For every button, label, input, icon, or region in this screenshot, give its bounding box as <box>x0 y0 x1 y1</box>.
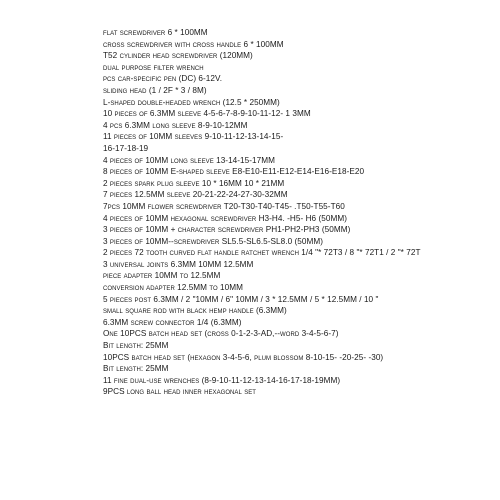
list-item: cross screwdriver with cross handle 6 * 100MM <box>103 39 284 49</box>
list-item: 9PCS long ball head inner hexagonal set <box>103 387 257 397</box>
list-item: T52 cylinder head screwdriver (120MM) <box>103 51 253 61</box>
list-item: 4 pcs 6.3MM long sleeve 8-9-10-12MM <box>103 120 248 130</box>
list-item: L-shaped double-headed wrench (12.5 * 250MM) <box>103 97 280 107</box>
list-item: 3 universal joints 6.3MM 10MM 12.5MM <box>103 259 254 269</box>
list-item: small square rod with black hemp handle (6.3MM) <box>103 306 287 316</box>
list-item: 10 pieces of 6.3MM sleeve 4-5-6-7-8-9-10-11-12- 1 3MM <box>103 109 311 119</box>
list-item: 4 pieces of 10MM long sleeve 13-14-15-17MM <box>103 155 275 165</box>
list-item: 16-17-18-19 <box>103 143 149 153</box>
list-item: Bit length: 25MM <box>103 341 169 351</box>
list-item: piece adapter 10MM to 12.5MM <box>103 271 221 281</box>
list-item: 3 pieces of 10MM + character screwdriver PH1-PH2-PH3 (50MM) <box>103 225 351 235</box>
list-item: 5 pieces post 6.3MM / 2 "10MM / 6" 10MM / 3 * 12.5MM / 5 * 12.5MM / 10 " <box>103 294 379 304</box>
item-list <box>103 27 498 398</box>
list-item: pcs car-specific pen (DC) 6-12V. <box>103 74 223 84</box>
list-item: flat screwdriver 6 * 100MM <box>103 28 208 37</box>
list-item: 2 pieces 72 tooth curved flat handle ratchet wrench 1/4 "* 72T3 / 8 "* 72T1 / 2 "* 72T <box>103 248 421 258</box>
list-item: Bit length: 25MM <box>103 364 169 374</box>
list-item: 8 pieces of 10MM E-shaped sleeve E8-E10-E11-E12-E14-E16-E18-E20 <box>103 167 365 177</box>
list-item: 4 pieces of 10MM hexagonal screwdriver H3-H4. -H5- H6 (50MM) <box>103 213 347 223</box>
list-item: 7 pieces 12.5MM sleeve 20-21-22-24-27-30-32MM <box>103 190 288 200</box>
list-item: 7pcs 10MM flower screwdriver T20-T30-T40-T45- .T50-T55-T60 <box>103 201 345 211</box>
list-item: 11 fine dual-use wrenches (8-9-10-11-12-13-14-16-17-18-19MM) <box>103 375 341 385</box>
list-item: dual purpose filter wrench <box>103 62 204 72</box>
list-item: 2 pieces spark plug sleeve 10 * 16MM 10 * 21MM <box>103 178 285 188</box>
list-item: sliding head (1 / 2F * 3 / 8M) <box>103 85 207 95</box>
list-item: conversion adapter 12.5MM to 10MM <box>103 283 243 293</box>
list-item: 3 pieces of 10MM--screwdriver SL5.5-SL6.5-SL8.0 (50MM) <box>103 236 324 246</box>
list-item: 10PCS batch head set (hexagon 3-4-5-6, plum blossom 8-10-15- -20-25- -30) <box>103 352 384 362</box>
list-item: 6.3MM screw connector 1/4 (6.3MM) <box>103 317 242 327</box>
list-item: 11 pieces of 10MM sleeves 9-10-11-12-13-14-15- <box>103 132 284 142</box>
list-item: One 10PCS batch head set (cross 0-1-2-3-AD,--word 3-4-5-6-7) <box>103 329 339 339</box>
